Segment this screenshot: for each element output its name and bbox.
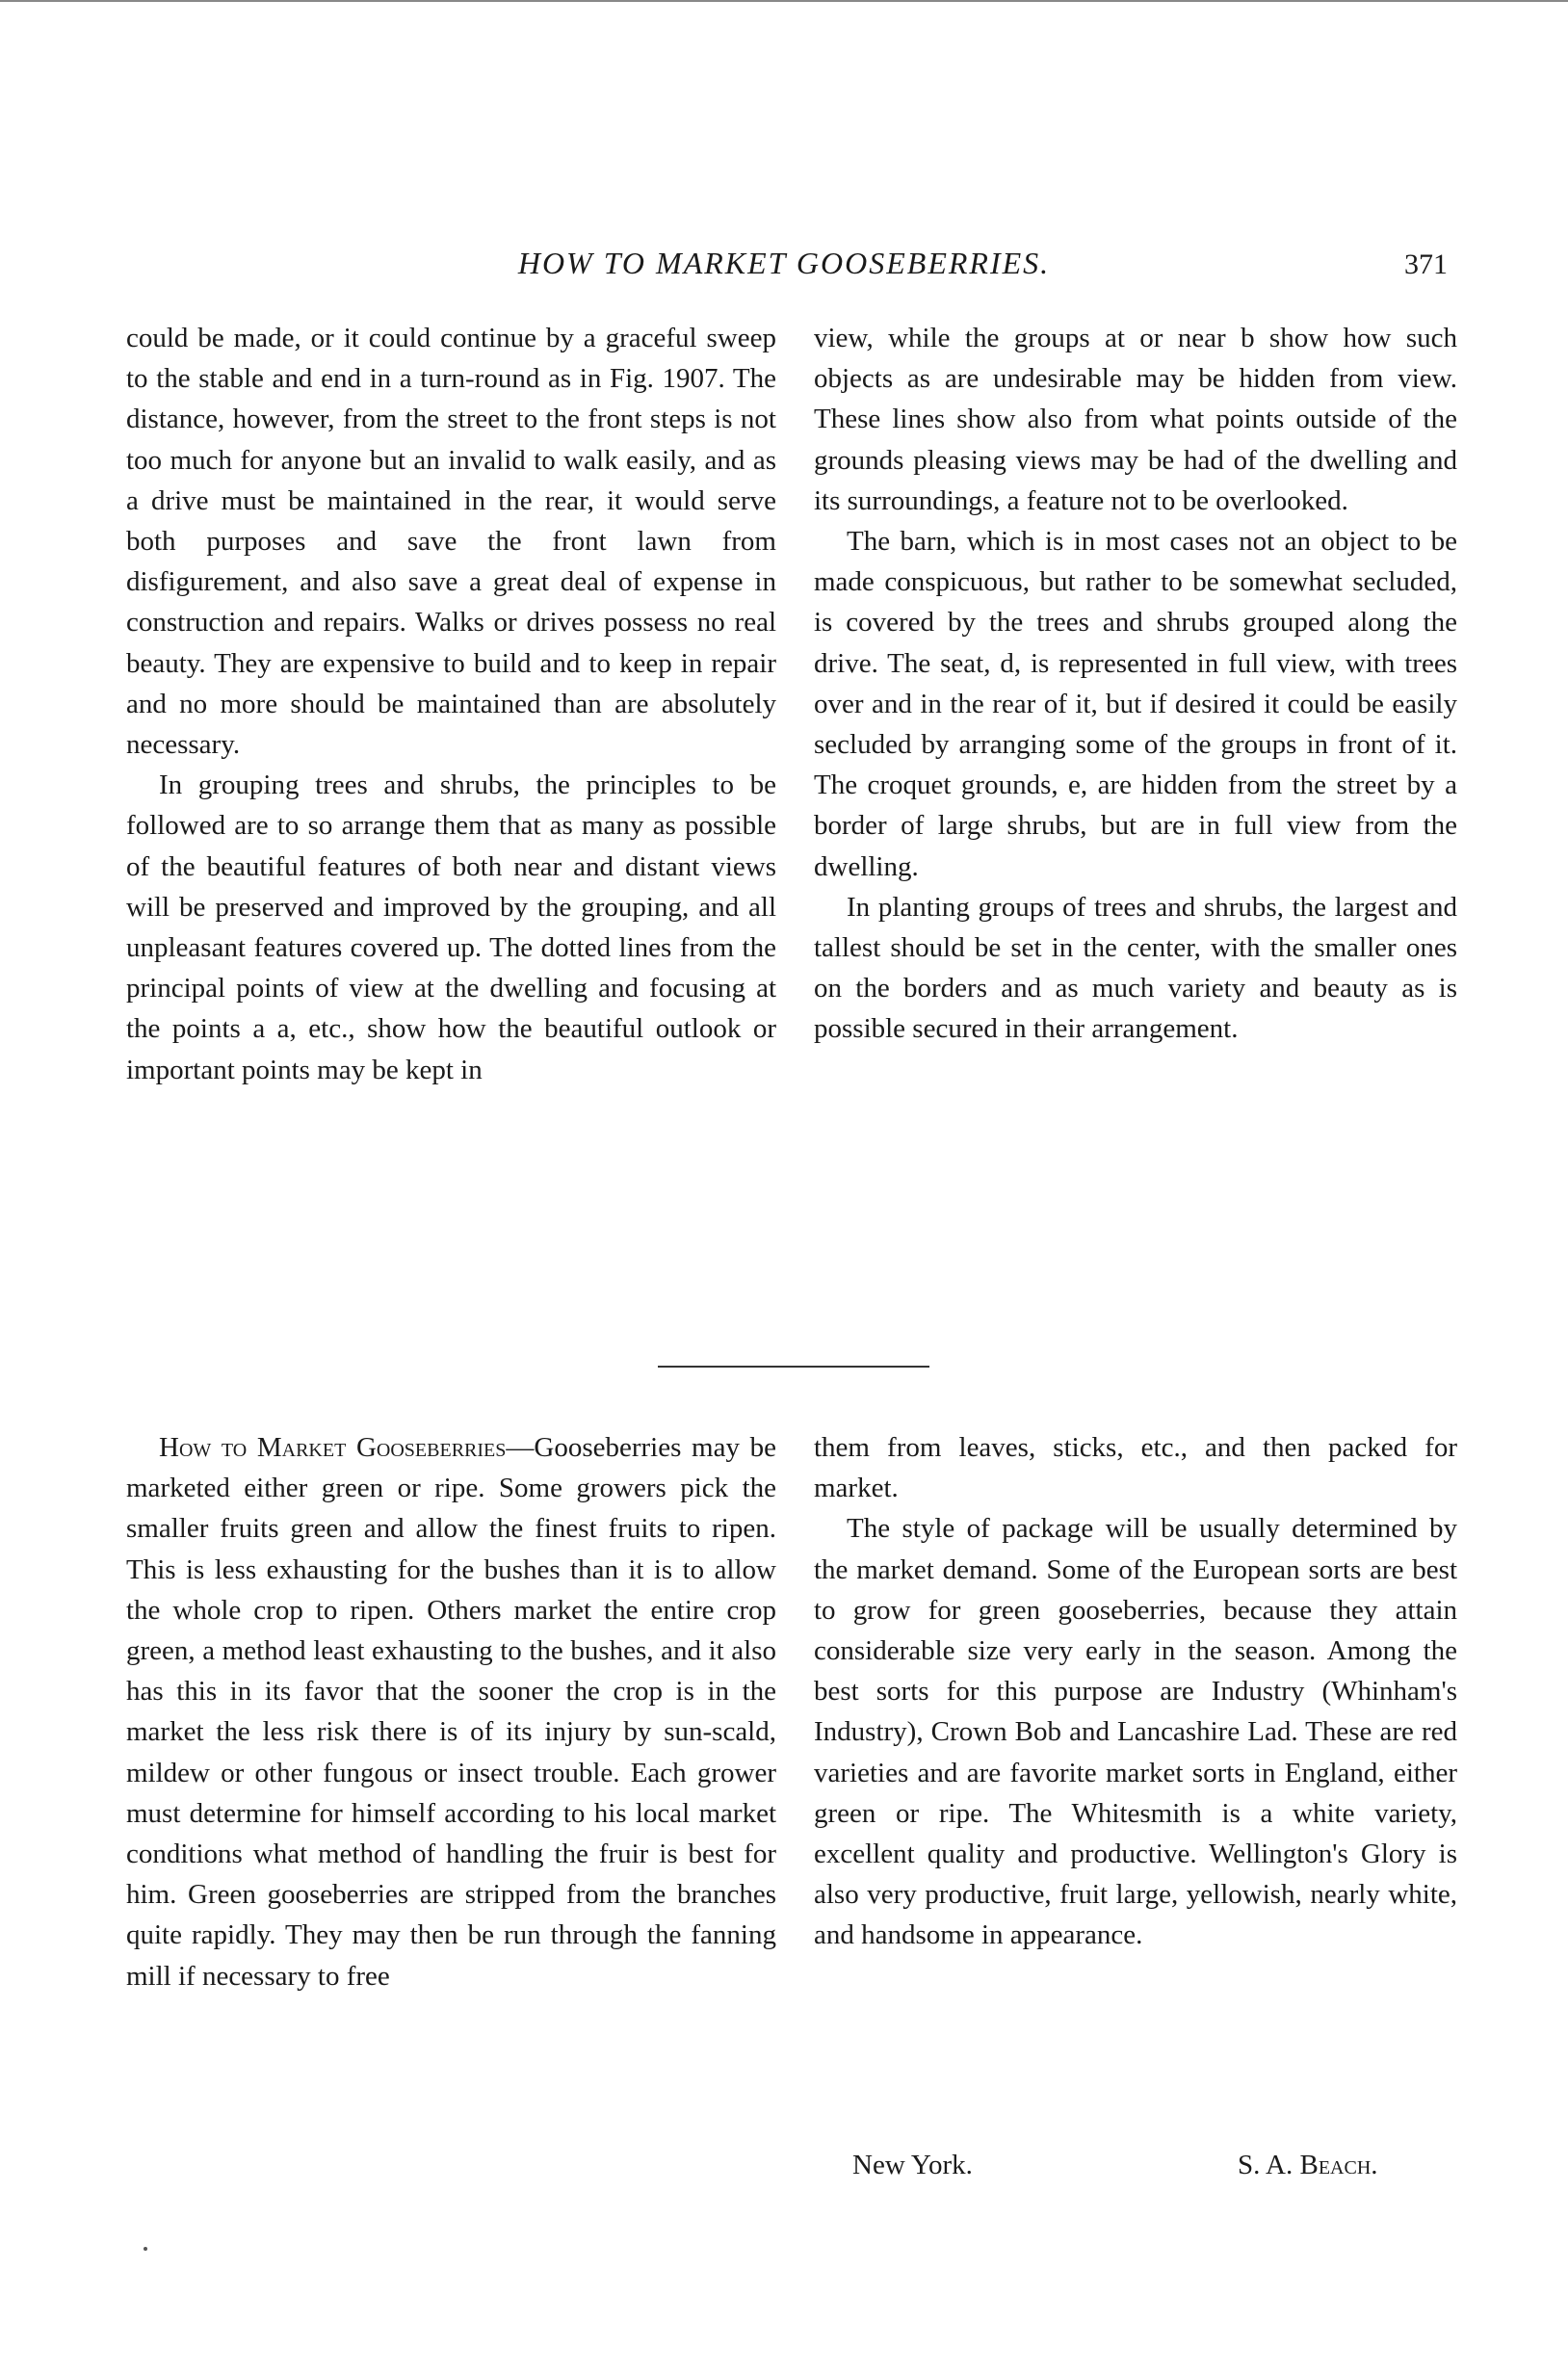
paragraph: In grouping trees and shrubs, the principles to be followed are to so arrange them that as many as possible of the beautiful features of both near and distant views will be preserved and improved by the grouping, and all unpleasant features covered up. The dotted lines from the principal points of view at the dwelling and focusing at the points a a, etc., show how the beautiful outlook or important points may be kept in [126,770,776,1085]
running-title: HOW TO MARKET GOOSEBERRIES. [517,246,1051,280]
print-speck [144,2247,147,2251]
paragraph: The style of package will be usually determined by the market demand. Some of the European sorts are best to grow for green gooseberries, because they attain considerable size very early in the season. Among the best sorts for this purpose are Industry (Whinham's Industry), Crown Bob and Lancashire Lad. These are red varieties and are favorite market sorts in England, either green or ripe. The Whitesmith is a white variety, excellent quality and productive. Wellington's Glory is also very productive, fruit large, yellowish, nearly white, and handsome in appearance. [814,1513,1457,1951]
top-page-edge-rule [0,0,1568,2]
signature-place: New York. [852,2150,973,2180]
paragraph: The barn, which is in most cases not an object to be made conspicuous, but rather to be somewhat secluded, is covered by the trees and shrubs grouped along the drive. The seat, d, is represented in full view, with trees over and in the rear of it, but if desired it could be easily secluded by arranging some of the groups in front of it. The croquet grounds, e, are hidden from the street by a border of large shrubs, but are in full view from the dwelling. [814,526,1457,882]
article-heading: How to Market Gooseberries [159,1432,507,1463]
paragraph: them from leaves, sticks, etc., and then packed for market. [814,1432,1457,1504]
lower-right-column [814,1427,1457,1956]
paragraph: could be made, or it could continue by a graceful sweep to the stable and end in a turn-round as in Fig. 1907. The distance, however, from the street to the front steps is not too much for anyone but an invalid to walk easily, and as a drive must be maintained in the rear, it would serve both purposes and save the front lawn from disfigurement, and also save a great deal of expense in construction and repairs. Walks or drives possess no real beauty. They are expensive to build and to keep in repair and no more should be maintained than are absolutely necessary. [126,323,776,761]
upper-left-column [126,318,776,1090]
heading-dash: — [506,1432,535,1463]
section-divider [658,1366,929,1368]
signature-author: S. A. Beach. [1238,2150,1378,2180]
paragraph: In planting groups of trees and shrubs, the largest and tallest should be set in the center, with the smaller ones on the borders and as much variety and beauty as is possible secured in their arrangement. [814,891,1457,1045]
page-number: 371 [1404,248,1448,280]
article-paragraph [126,1427,776,1996]
paragraph: view, while the groups at or near b show how such objects as are undesirable may be hidden from view. These lines show also from what points outside of the grounds pleasing views may be had of the dwelling and its surroundings, a feature not to be overlooked. [814,323,1457,516]
upper-right-column [814,318,1457,1050]
article-text: Gooseberries may be marketed either green or ripe. Some growers pick the smaller fruits green and allow the finest fruits to ripen. This is less exhausting for the bushes than it is to allow the whole crop to ripen. Others market the entire crop green, a method least exhausting to the bushes, and it also has this in its favor that the sooner the crop is in the market the less risk there is of its injury by sun-scald, mildew or other fungous or insect trouble. Each grower must determine for himself according to his local market conditions what method of handling the fruir is best for him. Green gooseberries are stripped from the branches quite rapidly. They may then be run through the fanning mill if necessary to free [126,1432,776,1992]
lower-left-column [126,1427,776,1996]
